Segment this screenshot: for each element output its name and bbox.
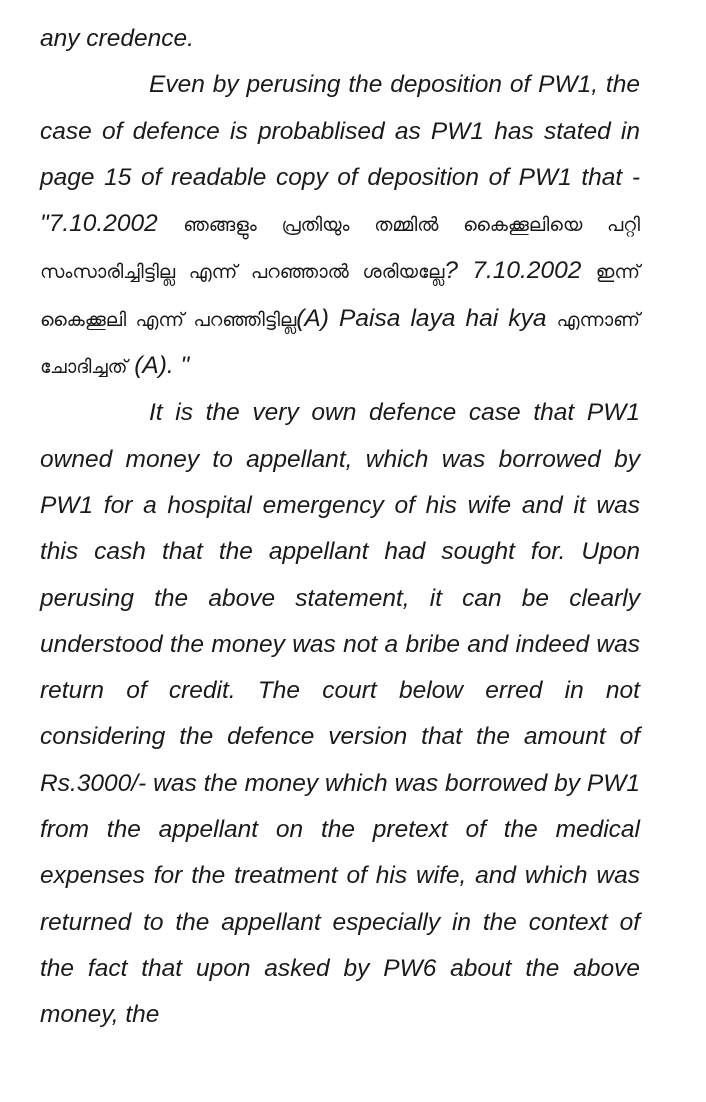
text-segment: (A). " (127, 352, 190, 380)
paragraph-pw1-deposition (40, 62, 640, 390)
malayalam-quote-segment: ഇന്ന് കൈക്കൂലി എന്ന് പറഞ്ഞിട്ടില്ല (40, 261, 641, 331)
text-segment: (A) Paisa laya hai kya (296, 304, 557, 332)
text-segment: ? 7.10.2002 (444, 257, 596, 285)
malayalam-quote-segment: ഞങ്ങളും പ്രതിയും തമ്മിൽ കൈക്കൂലിയെ പറ്റി സംസാരിച്ചിട്ടില്ല എന്ന് പറഞ്ഞാൽ ശരിയല്ലേ (40, 214, 641, 284)
malayalam-quote-segment: എന്നാണ് ചോദിച്ചത് (40, 308, 640, 379)
text-segment: any credence. (40, 25, 194, 52)
document-page (40, 16, 640, 1039)
paragraph-defence-case (40, 390, 640, 1038)
text-segment: Even by perusing the deposition of PW1, the case of defence is probablised as PW1 has stated in page 15 of readable copy of deposition of PW1 that - "7.10.2002 (40, 71, 640, 238)
paragraph-closing-credence (40, 16, 640, 62)
text-segment: It is the very own defence case that PW1 owned money to appellant, which was borrowed by PW1 for a hospital emergency of his wife and it was this cash that the appellant had sought for. Upon perusing the above statement, it can be clearly understood the money was not a bribe and indeed was return of credit. The court below erred in not considering the defence version that the amount of Rs.3000/- was the money which was borrowed by PW1 from the appellant on the pretext of the medical expenses for the treatment of his wife, and which was returned to the appellant especially in the context of the fact that upon asked by PW6 about the above money, the (40, 399, 640, 1029)
